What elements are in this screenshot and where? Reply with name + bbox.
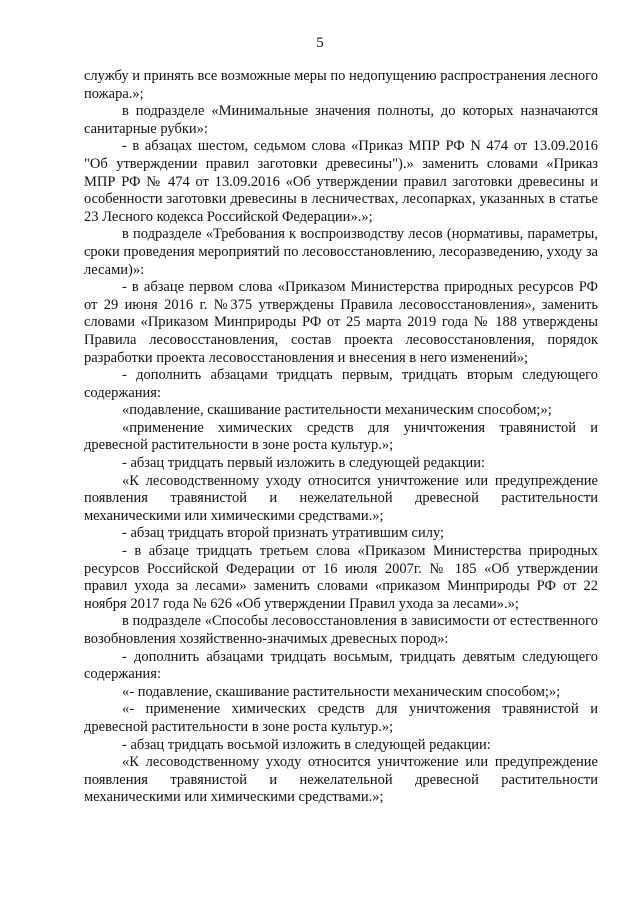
paragraph: - абзац тридцать первый изложить в следующей редакции: [122,455,485,472]
paragraph: - в абзаце тридцать третьем слова «Приказом Министерства природных ресурсов Российской Федерации от 16 июля 2007г. № 185 «Об утверждении правил ухода за лесами» заменить словами «приказом Минприроды РФ от 22 ноября 2017 года № 626 «Об утверждении Правил ухода за лесами».»; [84,543,598,612]
paragraph: в подразделе «Способы лесовосстановления в зависимости от естественного возобновления хозяйственно-значимых древесных пород»: [84,613,598,647]
paragraph: - абзац тридцать второй признать утратившим силу; [122,525,445,542]
paragraph: в подразделе «Минимальные значения полноты, до которых назначаются санитарные рубки»: [84,103,598,137]
document-body [84,68,598,807]
paragraph: - абзац тридцать восьмой изложить в следующей редакции: [122,736,491,753]
paragraph: - дополнить абзацами тридцать первым, тридцать вторым следующего содержания: [84,367,598,401]
paragraph: в подразделе «Требования к воспроизводству лесов (нормативы, параметры, сроки проведения мероприятий по лесовосстановлению, лесоразведению, уходу за лесами)»: [84,226,598,278]
paragraph: - в абзацах шестом, седьмом слова «Приказ МПР РФ N 474 от 13.09.2016 "Об утверждении правил заготовки древесины").» заменить словами «Приказ МПР РФ № 474 от 13.09.2016 «Об утверждении правил заготовки древесины и особенности заготовки древесины в лесничествах, лесопарках, указанных в статье 23 Лесного кодекса Российской Федерации».»; [84,138,598,225]
page-number: 5 [316,35,324,51]
paragraph: службу и принять все возможные меры по недопущению распространения лесного пожара.»; [84,68,598,102]
paragraph: «- подавление, скашивание растительности механическим способом;»; [122,683,561,700]
paragraph: - дополнить абзацами тридцать восьмым, тридцать девятым следующего содержания: [84,648,598,683]
paragraph: «К лесоводственному уходу относится уничтожение или предупреждение появления травянистой и нежелательной древесной растительности механическими или химическими средствами.»; [84,754,598,806]
paragraph: - в абзаце первом слова «Приказом Министерства природных ресурсов РФ от 29 июня 2016 г. №375 утверждены Правила лесовосстановления», заменить словами «Приказом Минприроды РФ от 25 марта 2019 года № 188 утверждены Правила лесовосстановления, состав проекта лесовосстановления, порядок разработки проекта лесовосстановления и внесения в него изменений»; [84,279,598,366]
paragraph: «применение химических средств для уничтожения травянистой и древесной растительности в зоне роста культур.»; [84,419,598,454]
paragraph: «К лесоводственному уходу относится уничтожение или предупреждение появления травянистой и нежелательной древесной растительности механическими или химическими средствами.»; [84,472,598,524]
paragraph: «- применение химических средств для уничтожения травянистой и древесной растительности в зоне роста культур.»; [84,701,598,735]
paragraph: «подавление, скашивание растительности механическим способом;»; [122,402,552,419]
